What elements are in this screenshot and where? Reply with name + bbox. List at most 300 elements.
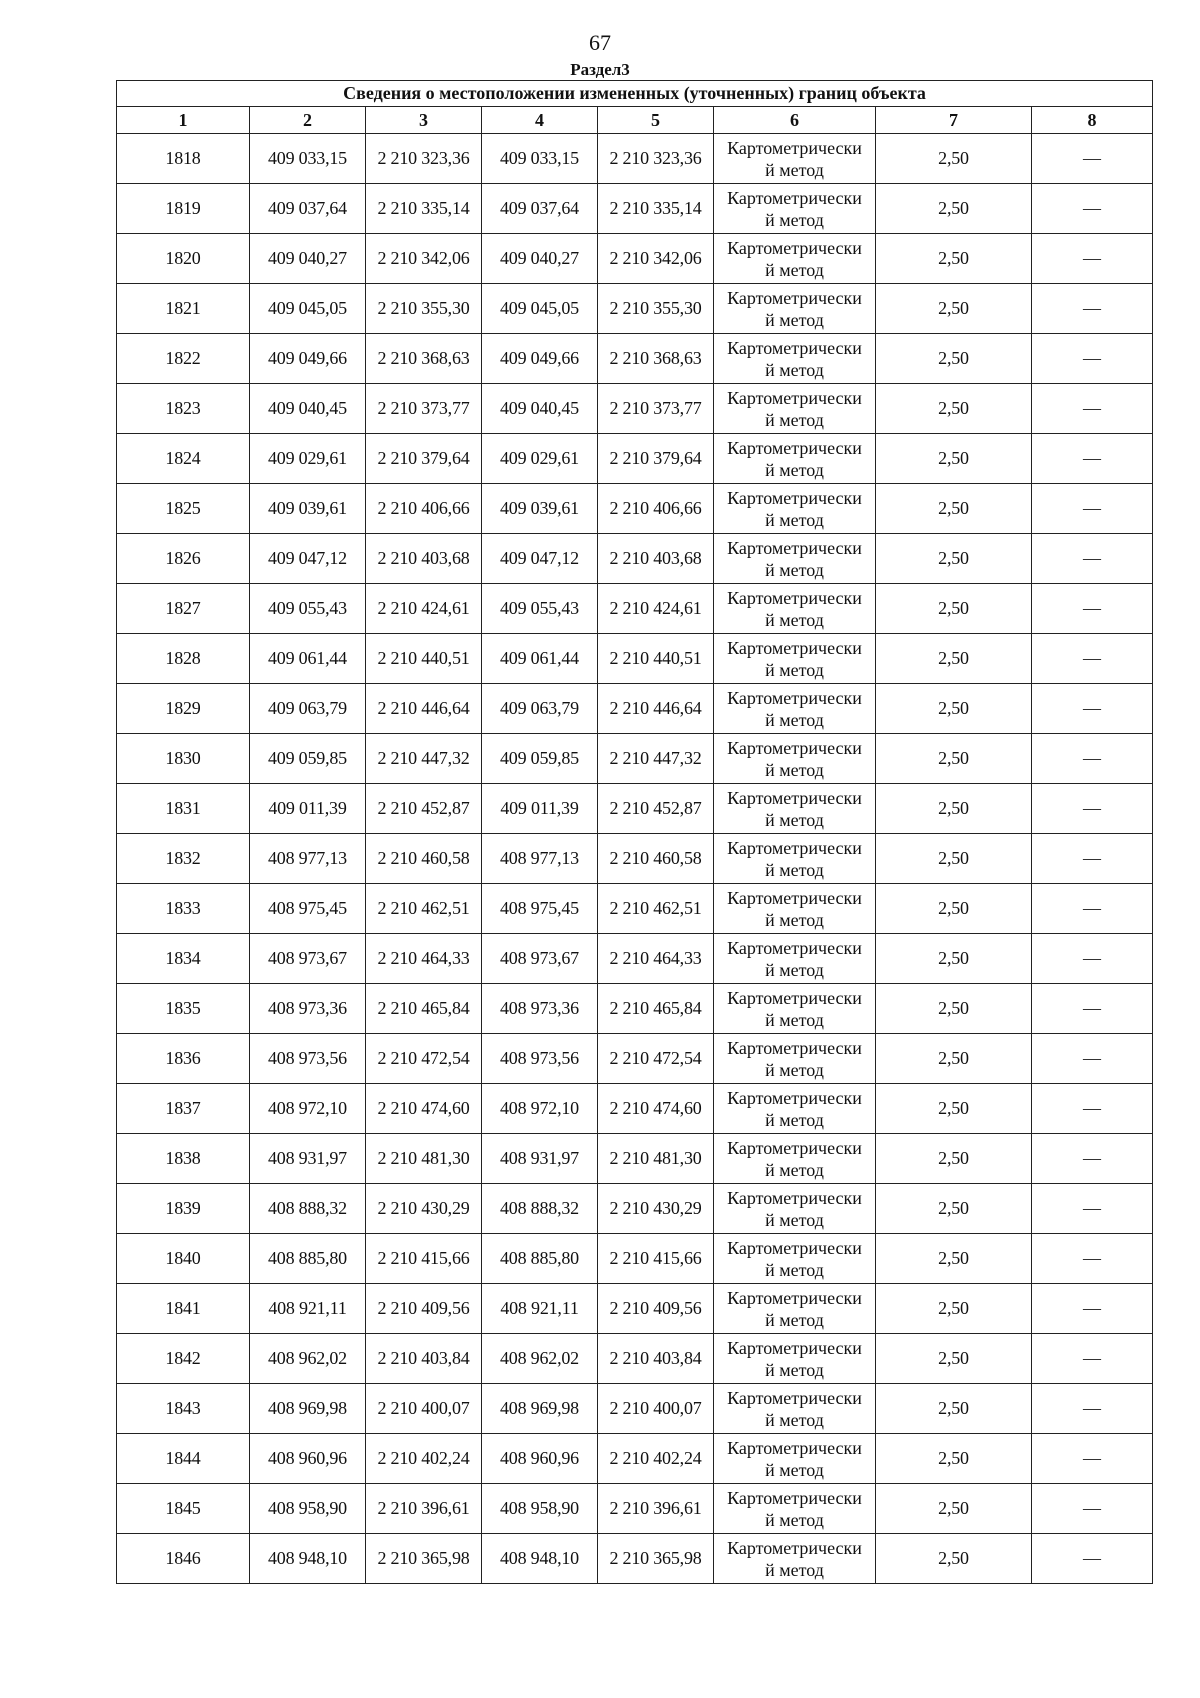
- old-y-cell: 2 210 335,14: [366, 184, 482, 234]
- method-cell: [714, 1234, 876, 1284]
- method-line-1: Картометрически: [727, 737, 862, 758]
- method-line-1: Картометрически: [727, 1537, 862, 1558]
- old-x-cell: 409 040,45: [250, 384, 366, 434]
- method-line-2: й метод: [765, 1509, 824, 1530]
- accuracy-cell: 2,50: [876, 1234, 1032, 1284]
- table-row: [117, 1184, 1153, 1234]
- point-number-cell: 1826: [117, 534, 250, 584]
- method-line-1: Картометрически: [727, 837, 862, 858]
- old-x-cell: 409 033,15: [250, 134, 366, 184]
- point-number-cell: 1841: [117, 1284, 250, 1334]
- description-cell: —: [1032, 1334, 1153, 1384]
- old-x-cell: 409 029,61: [250, 434, 366, 484]
- new-y-cell: 2 210 465,84: [598, 984, 714, 1034]
- description-cell: —: [1032, 484, 1153, 534]
- point-number-cell: 1835: [117, 984, 250, 1034]
- old-y-cell: 2 210 481,30: [366, 1134, 482, 1184]
- description-cell: —: [1032, 1134, 1153, 1184]
- new-x-cell: 408 921,11: [482, 1284, 598, 1334]
- table-row: [117, 234, 1153, 284]
- description-cell: —: [1032, 684, 1153, 734]
- point-number-cell: 1840: [117, 1234, 250, 1284]
- old-y-cell: 2 210 464,33: [366, 934, 482, 984]
- method-line-2: й метод: [765, 159, 824, 180]
- accuracy-cell: 2,50: [876, 1484, 1032, 1534]
- method-cell: [714, 684, 876, 734]
- new-x-cell: 408 977,13: [482, 834, 598, 884]
- old-x-cell: 408 931,97: [250, 1134, 366, 1184]
- new-x-cell: 409 011,39: [482, 784, 598, 834]
- new-y-cell: 2 210 403,68: [598, 534, 714, 584]
- description-cell: —: [1032, 1234, 1153, 1284]
- point-number-cell: 1824: [117, 434, 250, 484]
- description-cell: —: [1032, 834, 1153, 884]
- table-row: [117, 1484, 1153, 1534]
- description-cell: —: [1032, 934, 1153, 984]
- method-line-1: Картометрически: [727, 487, 862, 508]
- method-cell: [714, 1484, 876, 1534]
- old-x-cell: 409 063,79: [250, 684, 366, 734]
- table-row: [117, 584, 1153, 634]
- old-y-cell: 2 210 452,87: [366, 784, 482, 834]
- description-cell: —: [1032, 434, 1153, 484]
- old-y-cell: 2 210 403,68: [366, 534, 482, 584]
- accuracy-cell: 2,50: [876, 484, 1032, 534]
- new-y-cell: 2 210 373,77: [598, 384, 714, 434]
- new-y-cell: 2 210 460,58: [598, 834, 714, 884]
- method-line-1: Картометрически: [727, 237, 862, 258]
- table-row: [117, 1334, 1153, 1384]
- method-cell: [714, 784, 876, 834]
- method-line-2: й метод: [765, 1109, 824, 1130]
- accuracy-cell: 2,50: [876, 584, 1032, 634]
- accuracy-cell: 2,50: [876, 234, 1032, 284]
- new-x-cell: 408 958,90: [482, 1484, 598, 1534]
- table-row: [117, 1134, 1153, 1184]
- accuracy-cell: 2,50: [876, 884, 1032, 934]
- table-row: [117, 534, 1153, 584]
- old-y-cell: 2 210 415,66: [366, 1234, 482, 1284]
- method-cell: [714, 184, 876, 234]
- method-cell: [714, 134, 876, 184]
- table-row: [117, 284, 1153, 334]
- old-x-cell: 409 037,64: [250, 184, 366, 234]
- method-line-2: й метод: [765, 209, 824, 230]
- method-cell: [714, 334, 876, 384]
- column-header: 5: [598, 107, 714, 134]
- old-x-cell: 409 059,85: [250, 734, 366, 784]
- method-cell: [714, 734, 876, 784]
- method-line-1: Картометрически: [727, 1187, 862, 1208]
- method-cell: [714, 1034, 876, 1084]
- old-x-cell: 409 040,27: [250, 234, 366, 284]
- old-x-cell: 409 039,61: [250, 484, 366, 534]
- method-line-1: Картометрически: [727, 587, 862, 608]
- column-header: 6: [714, 107, 876, 134]
- description-cell: —: [1032, 234, 1153, 284]
- old-x-cell: 408 958,90: [250, 1484, 366, 1534]
- point-number-cell: 1838: [117, 1134, 250, 1184]
- method-line-1: Картометрически: [727, 1037, 862, 1058]
- table-row: [117, 684, 1153, 734]
- method-line-2: й метод: [765, 459, 824, 480]
- point-number-cell: 1833: [117, 884, 250, 934]
- point-number-cell: 1836: [117, 1034, 250, 1084]
- method-cell: [714, 234, 876, 284]
- old-x-cell: 408 948,10: [250, 1534, 366, 1584]
- method-line-2: й метод: [765, 709, 824, 730]
- description-cell: —: [1032, 334, 1153, 384]
- table-row: [117, 1084, 1153, 1134]
- point-number-cell: 1830: [117, 734, 250, 784]
- new-y-cell: 2 210 355,30: [598, 284, 714, 334]
- new-y-cell: 2 210 472,54: [598, 1034, 714, 1084]
- new-x-cell: 408 948,10: [482, 1534, 598, 1584]
- point-number-cell: 1827: [117, 584, 250, 634]
- new-y-cell: 2 210 368,63: [598, 334, 714, 384]
- point-number-cell: 1846: [117, 1534, 250, 1584]
- table-row: [117, 734, 1153, 784]
- old-y-cell: 2 210 406,66: [366, 484, 482, 534]
- description-cell: —: [1032, 984, 1153, 1034]
- description-cell: —: [1032, 1284, 1153, 1334]
- new-x-cell: 408 972,10: [482, 1084, 598, 1134]
- point-number-cell: 1818: [117, 134, 250, 184]
- method-line-1: Картометрически: [727, 1337, 862, 1358]
- method-cell: [714, 1434, 876, 1484]
- new-x-cell: 409 047,12: [482, 534, 598, 584]
- method-line-2: й метод: [765, 1059, 824, 1080]
- new-y-cell: 2 210 406,66: [598, 484, 714, 534]
- method-line-2: й метод: [765, 1559, 824, 1580]
- accuracy-cell: 2,50: [876, 934, 1032, 984]
- method-line-1: Картометрически: [727, 1387, 862, 1408]
- old-x-cell: 409 055,43: [250, 584, 366, 634]
- old-y-cell: 2 210 355,30: [366, 284, 482, 334]
- old-x-cell: 408 973,56: [250, 1034, 366, 1084]
- new-y-cell: 2 210 335,14: [598, 184, 714, 234]
- method-line-1: Картометрически: [727, 937, 862, 958]
- description-cell: —: [1032, 1384, 1153, 1434]
- new-x-cell: 409 063,79: [482, 684, 598, 734]
- method-line-2: й метод: [765, 409, 824, 430]
- new-x-cell: 409 039,61: [482, 484, 598, 534]
- method-line-2: й метод: [765, 1159, 824, 1180]
- coordinates-table: [116, 80, 1153, 1584]
- old-x-cell: 408 921,11: [250, 1284, 366, 1334]
- point-number-cell: 1829: [117, 684, 250, 734]
- old-y-cell: 2 210 402,24: [366, 1434, 482, 1484]
- accuracy-cell: 2,50: [876, 984, 1032, 1034]
- method-line-2: й метод: [765, 359, 824, 380]
- new-x-cell: 408 885,80: [482, 1234, 598, 1284]
- method-cell: [714, 1134, 876, 1184]
- accuracy-cell: 2,50: [876, 684, 1032, 734]
- old-x-cell: 408 973,67: [250, 934, 366, 984]
- new-y-cell: 2 210 323,36: [598, 134, 714, 184]
- old-y-cell: 2 210 323,36: [366, 134, 482, 184]
- new-y-cell: 2 210 462,51: [598, 884, 714, 934]
- method-line-2: й метод: [765, 1359, 824, 1380]
- point-number-cell: 1828: [117, 634, 250, 684]
- accuracy-cell: 2,50: [876, 534, 1032, 584]
- method-line-2: й метод: [765, 609, 824, 630]
- description-cell: —: [1032, 134, 1153, 184]
- table-row: [117, 634, 1153, 684]
- old-y-cell: 2 210 462,51: [366, 884, 482, 934]
- method-line-2: й метод: [765, 909, 824, 930]
- accuracy-cell: 2,50: [876, 334, 1032, 384]
- table-row: [117, 1434, 1153, 1484]
- new-y-cell: 2 210 396,61: [598, 1484, 714, 1534]
- method-cell: [714, 284, 876, 334]
- new-x-cell: 409 061,44: [482, 634, 598, 684]
- method-cell: [714, 1534, 876, 1584]
- accuracy-cell: 2,50: [876, 834, 1032, 884]
- table-row: [117, 184, 1153, 234]
- old-y-cell: 2 210 424,61: [366, 584, 482, 634]
- accuracy-cell: 2,50: [876, 434, 1032, 484]
- method-cell: [714, 1284, 876, 1334]
- new-y-cell: 2 210 424,61: [598, 584, 714, 634]
- new-y-cell: 2 210 446,64: [598, 684, 714, 734]
- old-x-cell: 408 973,36: [250, 984, 366, 1034]
- new-x-cell: 409 059,85: [482, 734, 598, 784]
- method-line-2: й метод: [765, 1209, 824, 1230]
- column-header: 1: [117, 107, 250, 134]
- table-row: [117, 934, 1153, 984]
- old-y-cell: 2 210 368,63: [366, 334, 482, 384]
- section-label: Раздел3: [570, 60, 630, 79]
- method-line-2: й метод: [765, 959, 824, 980]
- new-y-cell: 2 210 402,24: [598, 1434, 714, 1484]
- method-cell: [714, 1084, 876, 1134]
- method-line-2: й метод: [765, 1309, 824, 1330]
- old-x-cell: 409 047,12: [250, 534, 366, 584]
- method-line-2: й метод: [765, 509, 824, 530]
- method-line-2: й метод: [765, 1459, 824, 1480]
- table-body: [117, 134, 1153, 1584]
- old-y-cell: 2 210 472,54: [366, 1034, 482, 1084]
- accuracy-cell: 2,50: [876, 284, 1032, 334]
- accuracy-cell: 2,50: [876, 1384, 1032, 1434]
- new-x-cell: 408 969,98: [482, 1384, 598, 1434]
- old-y-cell: 2 210 446,64: [366, 684, 482, 734]
- new-y-cell: 2 210 365,98: [598, 1534, 714, 1584]
- table-row: [117, 1534, 1153, 1584]
- description-cell: —: [1032, 1434, 1153, 1484]
- method-line-1: Картометрически: [727, 1087, 862, 1108]
- new-y-cell: 2 210 400,07: [598, 1384, 714, 1434]
- method-line-1: Картометрически: [727, 1437, 862, 1458]
- table-row: [117, 1384, 1153, 1434]
- description-cell: —: [1032, 184, 1153, 234]
- old-x-cell: 408 972,10: [250, 1084, 366, 1134]
- accuracy-cell: 2,50: [876, 184, 1032, 234]
- new-y-cell: 2 210 342,06: [598, 234, 714, 284]
- old-y-cell: 2 210 373,77: [366, 384, 482, 434]
- point-number-cell: 1839: [117, 1184, 250, 1234]
- method-cell: [714, 534, 876, 584]
- point-number-cell: 1820: [117, 234, 250, 284]
- description-cell: —: [1032, 1034, 1153, 1084]
- accuracy-cell: 2,50: [876, 634, 1032, 684]
- description-cell: —: [1032, 1534, 1153, 1584]
- old-x-cell: 409 011,39: [250, 784, 366, 834]
- column-header: 7: [876, 107, 1032, 134]
- table-row: [117, 784, 1153, 834]
- table-row: [117, 834, 1153, 884]
- method-cell: [714, 1384, 876, 1434]
- column-header: 4: [482, 107, 598, 134]
- point-number-cell: 1822: [117, 334, 250, 384]
- old-x-cell: 408 975,45: [250, 884, 366, 934]
- table-row: [117, 434, 1153, 484]
- method-line-2: й метод: [765, 809, 824, 830]
- new-x-cell: 409 040,45: [482, 384, 598, 434]
- new-x-cell: 409 029,61: [482, 434, 598, 484]
- description-cell: —: [1032, 1484, 1153, 1534]
- new-x-cell: 408 973,36: [482, 984, 598, 1034]
- table-row: [117, 984, 1153, 1034]
- old-y-cell: 2 210 342,06: [366, 234, 482, 284]
- new-x-cell: 409 033,15: [482, 134, 598, 184]
- new-y-cell: 2 210 440,51: [598, 634, 714, 684]
- point-number-cell: 1837: [117, 1084, 250, 1134]
- old-y-cell: 2 210 365,98: [366, 1534, 482, 1584]
- new-x-cell: 408 975,45: [482, 884, 598, 934]
- method-line-2: й метод: [765, 1409, 824, 1430]
- new-x-cell: 409 040,27: [482, 234, 598, 284]
- old-y-cell: 2 210 440,51: [366, 634, 482, 684]
- description-cell: —: [1032, 534, 1153, 584]
- method-line-2: й метод: [765, 309, 824, 330]
- new-x-cell: 409 037,64: [482, 184, 598, 234]
- new-x-cell: 408 888,32: [482, 1184, 598, 1234]
- method-cell: [714, 584, 876, 634]
- method-line-1: Картометрически: [727, 987, 862, 1008]
- table-title: Сведения о местоположении измененных (уточненных) границ объекта: [117, 81, 1153, 107]
- accuracy-cell: 2,50: [876, 1134, 1032, 1184]
- method-line-2: й метод: [765, 859, 824, 880]
- new-y-cell: 2 210 452,87: [598, 784, 714, 834]
- accuracy-cell: 2,50: [876, 1284, 1032, 1334]
- point-number-cell: 1825: [117, 484, 250, 534]
- old-x-cell: 409 045,05: [250, 284, 366, 334]
- new-y-cell: 2 210 409,56: [598, 1284, 714, 1334]
- point-number-cell: 1821: [117, 284, 250, 334]
- table-title-row: [117, 81, 1153, 107]
- old-y-cell: 2 210 409,56: [366, 1284, 482, 1334]
- method-line-1: Картометрически: [727, 337, 862, 358]
- point-number-cell: 1823: [117, 384, 250, 434]
- old-y-cell: 2 210 465,84: [366, 984, 482, 1034]
- table-row: [117, 134, 1153, 184]
- method-line-1: Картометрически: [727, 1487, 862, 1508]
- new-y-cell: 2 210 379,64: [598, 434, 714, 484]
- point-number-cell: 1834: [117, 934, 250, 984]
- accuracy-cell: 2,50: [876, 134, 1032, 184]
- new-x-cell: 408 931,97: [482, 1134, 598, 1184]
- old-x-cell: 409 049,66: [250, 334, 366, 384]
- method-cell: [714, 884, 876, 934]
- accuracy-cell: 2,50: [876, 784, 1032, 834]
- method-line-2: й метод: [765, 259, 824, 280]
- old-x-cell: 408 960,96: [250, 1434, 366, 1484]
- old-y-cell: 2 210 379,64: [366, 434, 482, 484]
- point-number-cell: 1844: [117, 1434, 250, 1484]
- new-x-cell: 409 049,66: [482, 334, 598, 384]
- method-cell: [714, 984, 876, 1034]
- method-line-2: й метод: [765, 759, 824, 780]
- old-x-cell: 408 962,02: [250, 1334, 366, 1384]
- point-number-cell: 1819: [117, 184, 250, 234]
- point-number-cell: 1831: [117, 784, 250, 834]
- new-y-cell: 2 210 403,84: [598, 1334, 714, 1384]
- method-line-1: Картометрически: [727, 537, 862, 558]
- method-cell: [714, 634, 876, 684]
- description-cell: —: [1032, 734, 1153, 784]
- description-cell: —: [1032, 634, 1153, 684]
- method-line-1: Картометрически: [727, 637, 862, 658]
- new-y-cell: 2 210 430,29: [598, 1184, 714, 1234]
- old-y-cell: 2 210 403,84: [366, 1334, 482, 1384]
- method-line-2: й метод: [765, 659, 824, 680]
- new-x-cell: 409 045,05: [482, 284, 598, 334]
- method-cell: [714, 384, 876, 434]
- accuracy-cell: 2,50: [876, 1084, 1032, 1134]
- description-cell: —: [1032, 384, 1153, 434]
- accuracy-cell: 2,50: [876, 384, 1032, 434]
- point-number-cell: 1845: [117, 1484, 250, 1534]
- new-y-cell: 2 210 464,33: [598, 934, 714, 984]
- description-cell: —: [1032, 284, 1153, 334]
- new-y-cell: 2 210 481,30: [598, 1134, 714, 1184]
- method-line-1: Картометрически: [727, 1237, 862, 1258]
- table-row: [117, 1034, 1153, 1084]
- table-row: [117, 884, 1153, 934]
- method-line-1: Картометрически: [727, 1137, 862, 1158]
- method-line-1: Картометрически: [727, 287, 862, 308]
- new-y-cell: 2 210 447,32: [598, 734, 714, 784]
- description-cell: —: [1032, 1184, 1153, 1234]
- table-row: [117, 334, 1153, 384]
- new-y-cell: 2 210 415,66: [598, 1234, 714, 1284]
- table-row: [117, 484, 1153, 534]
- new-x-cell: 408 973,56: [482, 1034, 598, 1084]
- old-y-cell: 2 210 447,32: [366, 734, 482, 784]
- old-y-cell: 2 210 430,29: [366, 1184, 482, 1234]
- point-number-cell: 1843: [117, 1384, 250, 1434]
- table-row: [117, 1284, 1153, 1334]
- method-line-2: й метод: [765, 559, 824, 580]
- table-row: [117, 1234, 1153, 1284]
- point-number-cell: 1842: [117, 1334, 250, 1384]
- column-header: 2: [250, 107, 366, 134]
- method-cell: [714, 1184, 876, 1234]
- description-cell: —: [1032, 884, 1153, 934]
- new-x-cell: 408 960,96: [482, 1434, 598, 1484]
- old-x-cell: 408 969,98: [250, 1384, 366, 1434]
- method-line-1: Картометрически: [727, 387, 862, 408]
- accuracy-cell: 2,50: [876, 1034, 1032, 1084]
- table-row: [117, 384, 1153, 434]
- description-cell: —: [1032, 584, 1153, 634]
- method-line-1: Картометрически: [727, 1287, 862, 1308]
- column-header: 3: [366, 107, 482, 134]
- method-cell: [714, 434, 876, 484]
- method-line-2: й метод: [765, 1259, 824, 1280]
